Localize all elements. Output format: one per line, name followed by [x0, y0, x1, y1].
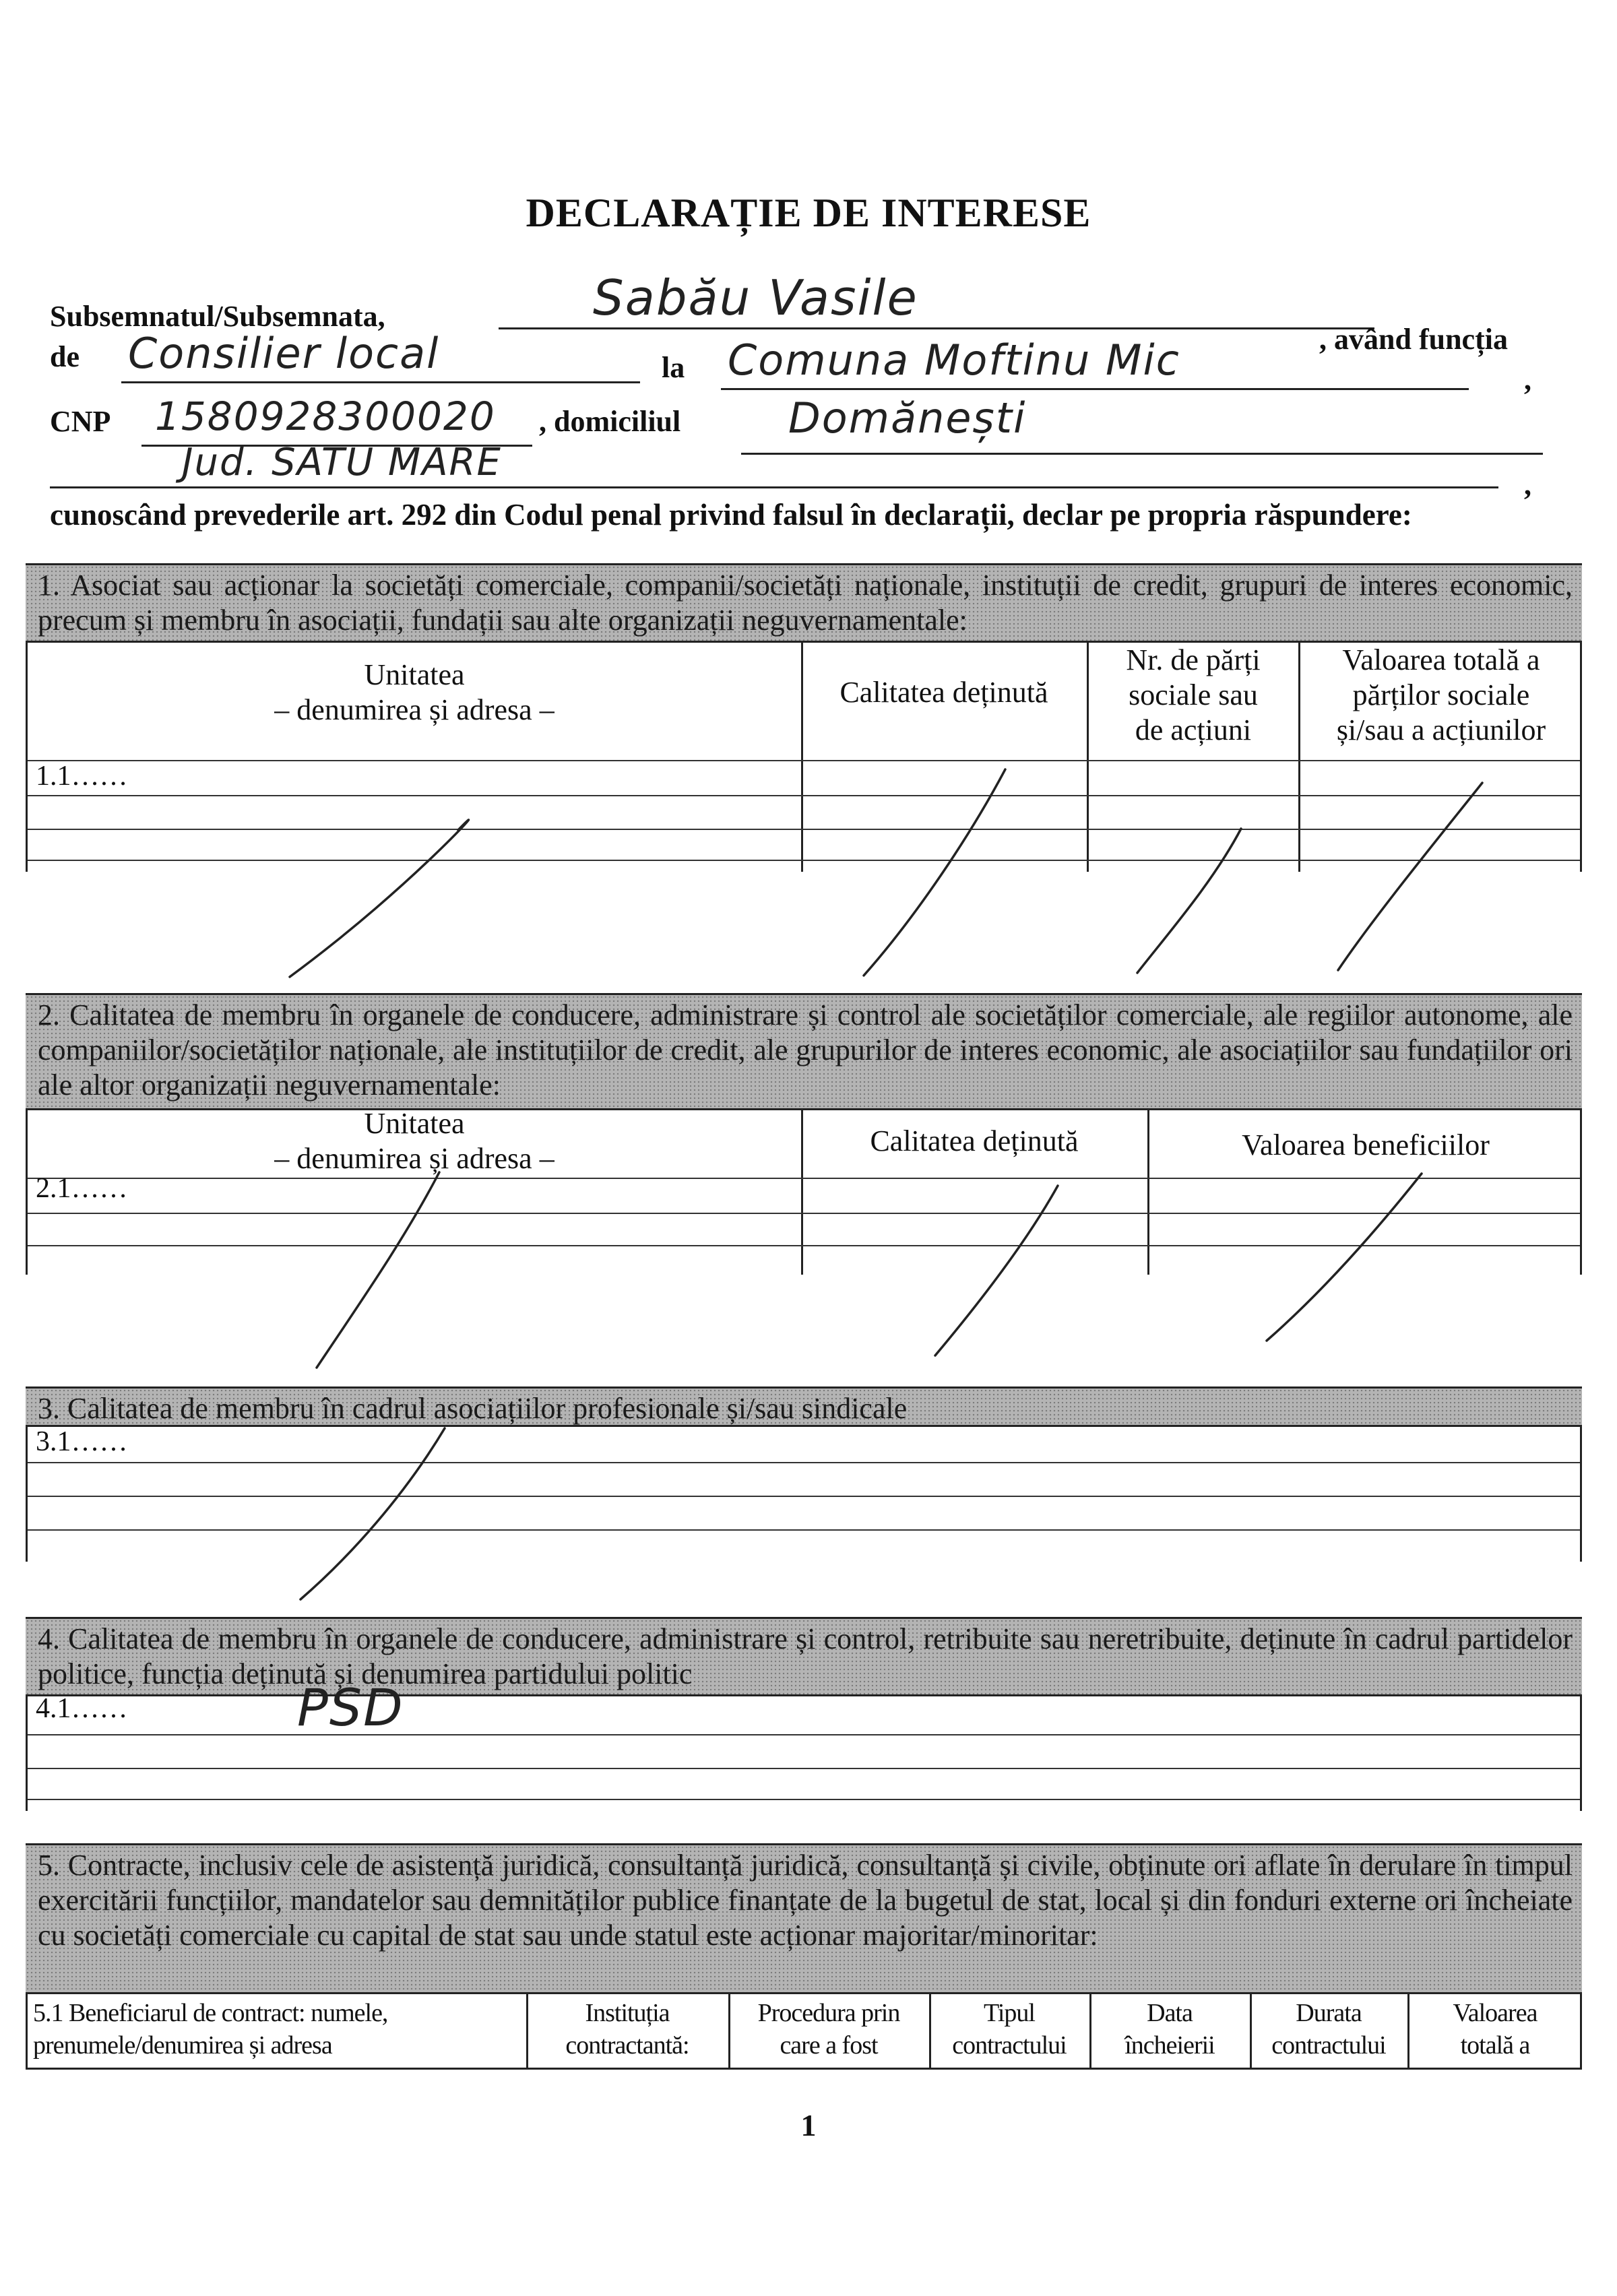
- s1-header-line: [28, 760, 1580, 761]
- s4-row-line: [28, 1799, 1580, 1800]
- domiciliul-underline: [741, 453, 1543, 455]
- s1-col-unitatea: Unitatea – denumirea și adresa –: [274, 658, 554, 726]
- s2-row-label: 2.1……: [36, 1173, 128, 1204]
- section-1-table: [26, 643, 1582, 872]
- cnp-value: 1580928300020: [155, 393, 496, 439]
- section-4-table: [26, 1678, 1582, 1811]
- section-2-table: [26, 1107, 1582, 1275]
- s4-row-label: 4.1……: [36, 1693, 128, 1724]
- s3-row-line: [28, 1529, 1580, 1531]
- s3-row-label: 3.1……: [36, 1426, 128, 1457]
- section-3-table: [26, 1427, 1582, 1562]
- s4-row-line: [28, 1768, 1580, 1769]
- s5-col-institutia: Instituția contractantă:: [565, 1999, 689, 2060]
- section-1-heading: 1. Asociat sau acționar la societăți comerciale, companii/societăți naționale, instituții de credit, grupuri de interes economic, precum și membru în asociații, fundații sau alte organizații neguvernamentale:: [26, 563, 1582, 643]
- judet-underline: [50, 486, 1498, 488]
- domiciliul-label: , domiciliul: [539, 405, 681, 438]
- s2-header-line: [28, 1178, 1580, 1179]
- s5-col-data: Data încheierii: [1124, 1999, 1215, 2060]
- section-4-heading: 4. Calitatea de membru în organele de conducere, administrare și control, retribuite sau neretribuite, deținute în cadrul partidelor politice, funcția deținută și denumirea partidului politic: [26, 1617, 1582, 1696]
- s1-col-nr-parti: Nr. de părți sociale sau de acțiuni: [1126, 643, 1261, 746]
- page-number: 1: [800, 2108, 817, 2142]
- s1-row-label: 1.1……: [36, 761, 128, 792]
- comma-mark-2: ,: [1524, 468, 1531, 501]
- section-2-heading: 2. Calitatea de membru în organele de conducere, administrare și control ale societăților comerciale, ale regiilor autonome, ale companiilor/societăților naționale, ale instituțiilor de credit, ale grupurilor de interes economic, ale asociațiilor sau fundațiilor ori ale altor organizații neguvernamentale:: [26, 993, 1582, 1110]
- s1-col-calitatea: Calitatea deținută: [839, 676, 1048, 709]
- s3-row-line: [28, 1462, 1580, 1463]
- s2-row-line: [28, 1245, 1580, 1246]
- s2-row-line: [28, 1213, 1580, 1214]
- s1-row-line: [28, 829, 1580, 830]
- section-5-table: [26, 1994, 1582, 2070]
- cnp-label: CNP: [50, 405, 111, 438]
- document-title: DECLARAȚIE DE INTERESE: [526, 191, 1091, 235]
- name-underline: [499, 327, 1374, 329]
- section-5-heading: 5. Contracte, inclusiv cele de asistență juridică, consultanță juridică, consultanță și civile, obținute ori aflate în derulare în timpul exercitării funcțiilor, mandatelor sau demnităților publice finanțate de la bugetul de stat, local și din fonduri externe ori încheiate cu societăți comerciale cu capital de stat sau unde statul este acționar majoritar/minoritar:: [26, 1843, 1582, 1994]
- institutia-value: Comuna Moftinu Mic: [728, 336, 1180, 385]
- de-label: de: [50, 340, 80, 373]
- subsemnatul-label: Subsemnatul/Subsemnata,: [50, 300, 385, 333]
- s1-row-line: [28, 860, 1580, 861]
- declaration-form: [26, 563, 1582, 2070]
- institutia-underline: [721, 388, 1469, 390]
- section-3-heading: 3. Calitatea de membru în cadrul asociațiilor profesionale și/sau sindicale: [26, 1386, 1582, 1427]
- s3-row-line: [28, 1496, 1580, 1497]
- comma-mark: ,: [1524, 363, 1531, 396]
- s5-col-valoarea: Valoarea totală a: [1453, 1999, 1537, 2060]
- s5-col-durata: Durata contractului: [1271, 1999, 1386, 2060]
- s5-col-beneficiarul: 5.1 Beneficiarul de contract: numele, prenumele/denumirea și adresa: [33, 1999, 388, 2060]
- s5-col-procedura: Procedura prin care a fost: [757, 1999, 900, 2060]
- cunoscand-statement: cunoscând prevederile art. 292 din Codul penal privind falsul în declarații, declar pe propria răspundere:: [50, 498, 1412, 532]
- avand-functia-label: , având funcția: [1319, 323, 1508, 356]
- domiciliul-value: Domănești: [788, 393, 1027, 443]
- judet-value: Jud. SATU MARE: [182, 441, 502, 484]
- s5-col-tipul: Tipul contractului: [952, 1999, 1067, 2060]
- s2-col-calitatea: Calitatea deținută: [870, 1124, 1079, 1157]
- functia-underline: [121, 381, 640, 383]
- la-label: la: [662, 351, 685, 384]
- s4-row-line: [28, 1734, 1580, 1735]
- functia-value: Consilier local: [128, 329, 440, 378]
- s4-party-value: PSD: [297, 1678, 404, 1737]
- s2-col-unitatea: Unitatea – denumirea și adresa –: [274, 1107, 554, 1175]
- s1-row-line: [28, 795, 1580, 796]
- s1-col-valoarea: Valoarea totală a părților sociale și/sau a acțiunilor: [1336, 643, 1546, 746]
- s2-col-valoarea-beneficiilor: Valoarea beneficiilor: [1242, 1128, 1490, 1161]
- declarant-name: Sabău Vasile: [593, 269, 918, 326]
